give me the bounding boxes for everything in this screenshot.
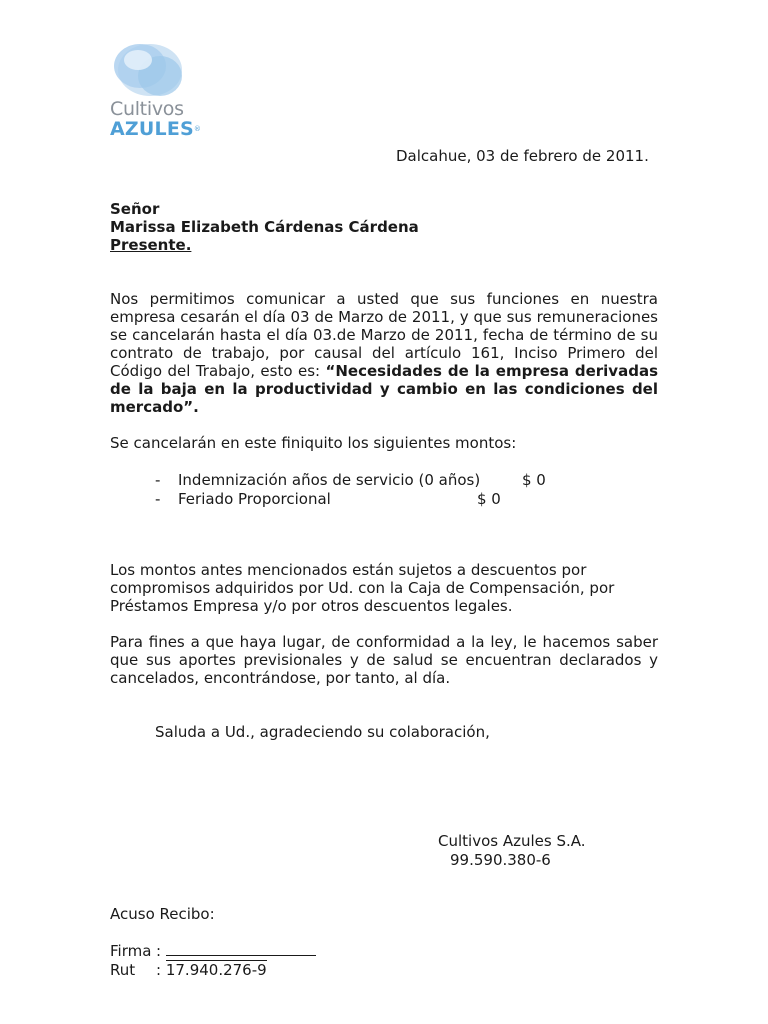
- company-logo: [108, 42, 218, 142]
- paragraph-amounts-intro: Se cancelarán en este finiquito los siguientes montos:: [110, 434, 517, 452]
- list-item-label: Feriado Proporcional: [178, 490, 331, 508]
- logo-shape-icon: [108, 42, 188, 102]
- firma-colon: :: [156, 942, 162, 960]
- list-dash: -: [155, 471, 161, 489]
- paragraph-line: compromisos adquiridos por Ud. con la Caja de Compensación, por: [110, 579, 615, 597]
- closing-greeting: Saluda a Ud., agradeciendo su colaboración,: [155, 723, 490, 741]
- recipient-presente: Presente.: [110, 236, 192, 254]
- rut-label: Rut: [110, 961, 136, 979]
- paragraph-termination-cause: “Necesidades de la empresa derivadas de la baja en la productividad y cambio en las condiciones del mercado”.: [110, 362, 658, 416]
- list-item-amount: $ 0: [522, 471, 546, 489]
- recipient-title: Señor: [110, 200, 160, 218]
- logo-wordmark-azules: AZULES®: [110, 118, 202, 140]
- firma-label: Firma: [110, 942, 152, 960]
- paragraph-contributions: Para fines a que haya lugar, de conformidad a la ley, le hacemos saber que sus aportes previsionales y de salud se encuentran declarados y cancelados, encontrándose, por tanto, al día.: [110, 633, 658, 687]
- date-line: Dalcahue, 03 de febrero de 2011.: [396, 147, 649, 165]
- signature-company-id: 99.590.380-6: [450, 851, 551, 869]
- paragraph-deductions: [110, 561, 658, 615]
- paragraph-line: Préstamos Empresa y/o por otros descuentos legales.: [110, 597, 513, 615]
- rut-row: [110, 960, 267, 979]
- recipient-block: [110, 200, 419, 254]
- firma-signature-line: [166, 941, 316, 956]
- logo-wordmark-cultivos: Cultivos: [110, 98, 184, 120]
- receipt-title: Acuso Recibo:: [110, 905, 215, 923]
- paragraph-termination: [110, 290, 658, 416]
- signature-company: Cultivos Azules S.A.: [438, 832, 586, 850]
- paragraph-line: Los montos antes mencionados están sujetos a descuentos por: [110, 561, 587, 579]
- rut-colon: :: [156, 961, 162, 979]
- list-item-amount: $ 0: [477, 490, 501, 508]
- paragraph-termination-text: Nos permitimos comunicar a usted que sus funciones en nuestra empresa cesarán el día 03 de Marzo de 2011, y que sus remuneraciones se cancelarán hasta el día 03.de Marzo de 2011, fecha de término de su contrato de trabajo, por causal del artículo 161, Inciso Primero del Código del Trabajo, esto es:: [110, 290, 658, 380]
- rut-value: 17.940.276-9: [165, 961, 267, 979]
- list-dash: -: [155, 490, 161, 508]
- firma-row: [110, 941, 316, 960]
- recipient-name: Marissa Elizabeth Cárdenas Cárdena: [110, 218, 419, 236]
- list-item-label: Indemnización años de servicio (0 años): [178, 471, 481, 489]
